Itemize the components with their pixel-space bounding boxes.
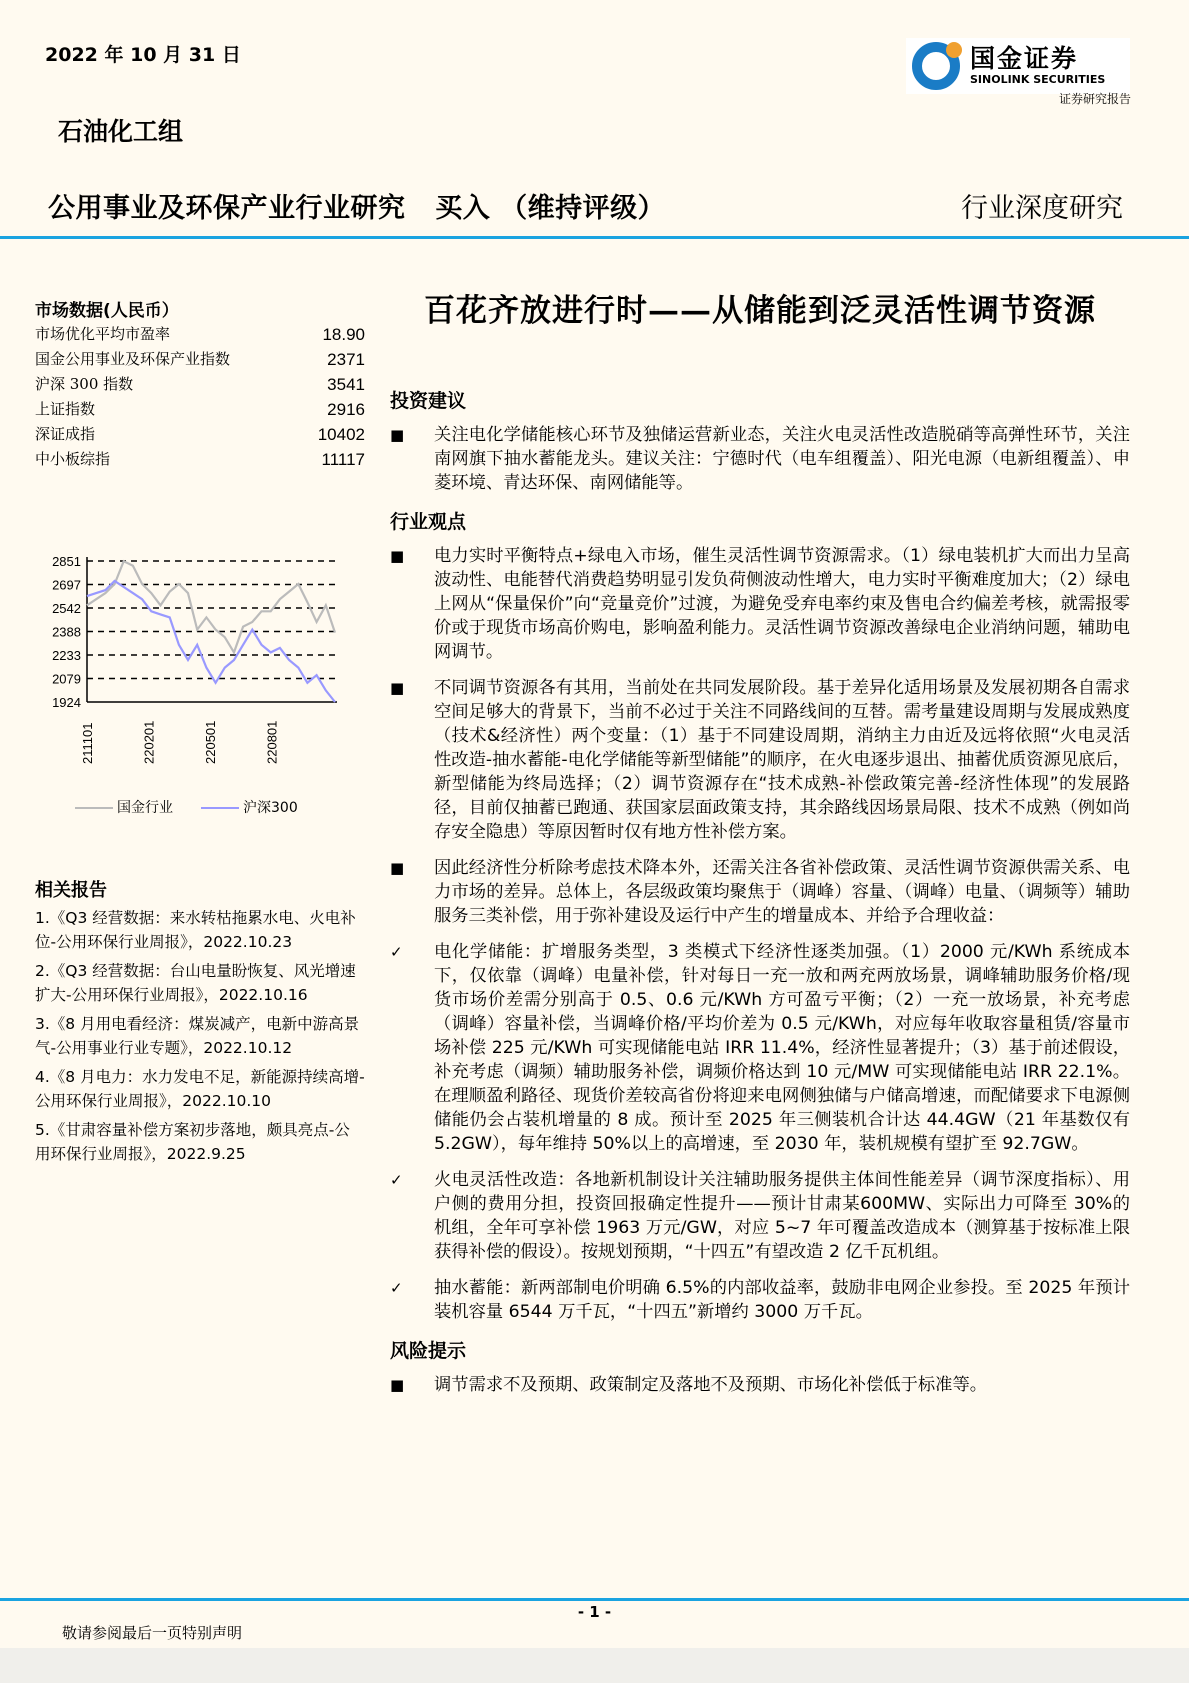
page-number: - 1 - bbox=[577, 1603, 612, 1621]
invest-item bbox=[390, 423, 1130, 495]
market-row bbox=[35, 397, 365, 422]
paragraph-text: 电力实时平衡特点+绿电入市场，催生灵活性调节资源需求。（1）绿电装机扩大而出力呈高波动性、电能替代消费趋势明显引发负荷侧波动性增大，电力实时平衡难度加大；（2）绿电上网从“保量保价”向“竞量竞价”过渡，为避免受弃电率约束及售电合约偏差考核，就需报零价或于现货市场高价购电，影响盈利能力。灵活性调节资源改善绿电企业消纳问题，辅助电网调节。 bbox=[434, 546, 1130, 662]
market-label: 国金公用事业及环保产业指数 bbox=[35, 350, 231, 368]
paragraph-text: 不同调节资源各有其用，当前处在共同发展阶段。基于差异化适用场景及发展初期各自需求空间足够大的背景下，当前不必过于关注不同路线间的互替。需考量建设周期与发展成熟度（技术&经济性）两个变量：（1）基于不同建设周期，消纳主力由近及远将依照“火电灵活性改造-抽水蓄能-电化学储能等新型储能”的顺序，在火电逐步退出、抽蓄优质资源见底后，新型储能为终局选择；（2）调节资源存在“技术成熟-补偿政策完善-经济性体现”的发展路径，目前仅抽蓄已跑通、获国家层面政策支持，其余路线因场景局限、技术不成熟（例如尚存安全隐患）等原因暂时仅有地方性补偿方案。 bbox=[434, 678, 1130, 842]
market-value: 2371 bbox=[327, 350, 365, 369]
views-item bbox=[390, 856, 1130, 928]
market-value: 10402 bbox=[317, 425, 365, 444]
views-item bbox=[390, 1276, 1130, 1324]
bullet-icon: ✓ bbox=[390, 943, 403, 961]
paragraph-text: 电化学储能：扩增服务类型，3 类模式下经济性逐类加强。（1）2000 元/KWh 系统成本下，仅依靠（调峰）电量补偿，针对每日一充一放和两充两放场景，调峰辅助服务价格/现货市场价差需分别高于 0.5、0.6 元/KWh 方可盈亏平衡；（2）一充一放场景，补充考虑（调峰）容量补偿，当调峰价格/平均价差为 0.5 元/KWh，对应每年收取容量租赁/容量市场补偿 225 元/KWh 可实现储能电站 IRR 11.4%，经济性显著提升；（3）基于前述假设，补充考虑（调频）辅助服务补偿，调频价格达到 10 元/MW 可实现储能电站 IRR 22.1%。在理顺盈利路径、现货价差较高省份将迎来电网侧独储与户储高增速，而配储要求下电源侧储能仍会占装机增量的 8 成。预计至 2025 年三侧装机合计达 44.4GW（21 年基数仅有 5.2GW），每年维持 50%以上的高增速，至 2030 年，装机规模有望扩至 92.7GW。 bbox=[434, 942, 1130, 1154]
series-line-0 bbox=[87, 561, 335, 652]
y-tick-label: 2851 bbox=[52, 554, 81, 569]
y-tick-label: 2388 bbox=[52, 624, 81, 640]
legend-label: 沪深300 bbox=[243, 800, 298, 816]
main-body bbox=[390, 386, 1130, 1409]
legend-label: 国金行业 bbox=[117, 800, 173, 816]
bullet-icon: ■ bbox=[390, 679, 405, 697]
bullet-icon: ✓ bbox=[390, 1171, 403, 1189]
bullet-icon: ■ bbox=[390, 547, 405, 565]
related-report-item: 1.《Q3 经营数据：来水转枯拖累水电、火电补位-公用环保行业周报》，2022.10.23 bbox=[35, 909, 356, 951]
x-tick-label: 220501 bbox=[203, 720, 218, 764]
market-label: 深证成指 bbox=[35, 425, 96, 443]
related-report-item: 4.《8 月电力：水力发电不足，新能源持续高增-公用环保行业周报》，2022.10.10 bbox=[35, 1068, 365, 1110]
report-title: 百花齐放进行时——从储能到泛灵活性调节资源 bbox=[424, 293, 1096, 329]
view-section-title: 行业观点 bbox=[390, 511, 467, 533]
market-label: 中小板综指 bbox=[35, 450, 111, 468]
logo-mark-icon bbox=[912, 42, 960, 90]
report-type: 行业深度研究 bbox=[961, 193, 1123, 224]
y-tick-label: 2697 bbox=[52, 577, 81, 593]
header-divider bbox=[0, 236, 1189, 239]
market-value: 11117 bbox=[321, 450, 365, 469]
y-tick-label: 2542 bbox=[52, 601, 81, 616]
market-row bbox=[35, 372, 365, 397]
y-tick-label: 2233 bbox=[52, 648, 81, 663]
y-tick-label: 2079 bbox=[52, 671, 81, 687]
views-item bbox=[390, 544, 1130, 664]
views-item bbox=[390, 1168, 1130, 1264]
x-tick-label: 220201 bbox=[141, 720, 157, 764]
report-date: 2022 年 10 月 31 日 bbox=[45, 44, 241, 66]
bullet-icon: ■ bbox=[390, 859, 405, 877]
views-item bbox=[390, 940, 1130, 1156]
sinolink-logo bbox=[906, 38, 1130, 94]
related-reports-list bbox=[35, 906, 365, 1171]
related-reports-title: 相关报告 bbox=[35, 880, 107, 901]
disclaimer-note: 敬请参阅最后一页特别声明 bbox=[62, 1624, 243, 1642]
market-label: 沪深 300 指数 bbox=[35, 375, 134, 393]
market-value: 2916 bbox=[327, 400, 365, 419]
market-row bbox=[35, 422, 365, 447]
market-row bbox=[35, 447, 365, 472]
views-item bbox=[390, 676, 1130, 844]
bullet-icon: ✓ bbox=[390, 1279, 403, 1297]
invest-section-title: 投资建议 bbox=[390, 390, 467, 412]
series-line-1 bbox=[87, 581, 335, 702]
chart-legend bbox=[75, 797, 298, 817]
paragraph-text: 关注电化学储能核心环节及独储运营新业态，关注火电灵活性改造脱硝等高弹性环节，关注南网旗下抽水蓄能龙头。建议关注：宁德时代（电车组覆盖）、阳光电源（电新组覆盖）、申菱环境、青达环保、南网储能等。 bbox=[434, 425, 1130, 493]
index-chart bbox=[35, 545, 355, 775]
logo-cn: 国金证券 bbox=[970, 44, 1079, 73]
rating-headline: 公用事业及环保产业行业研究 买入 （维持评级） bbox=[48, 193, 666, 224]
y-tick-label: 1924 bbox=[52, 695, 81, 710]
market-label: 市场优化平均市盈率 bbox=[35, 325, 171, 343]
legend-item-hs300 bbox=[201, 797, 298, 817]
x-tick-label: 220801 bbox=[264, 720, 280, 764]
market-value: 18.90 bbox=[322, 325, 365, 344]
risk-section-title: 风险提示 bbox=[390, 1340, 467, 1362]
related-report-item: 3.《8 月用电看经济：煤炭减产，电新中游高景气-公用事业行业专题》，2022.10.12 bbox=[35, 1015, 360, 1057]
related-report-item: 5.《甘肃容量补偿方案初步落地，颇具亮点-公用环保行业周报》，2022.9.25 bbox=[35, 1121, 350, 1163]
market-row bbox=[35, 347, 365, 372]
market-data-table bbox=[35, 322, 365, 472]
related-report-item: 2.《Q3 经营数据：台山电量盼恢复、风光增速扩大-公用环保行业周报》，2022.10.16 bbox=[35, 962, 356, 1004]
market-label: 上证指数 bbox=[35, 400, 96, 418]
paragraph-text: 抽水蓄能：新两部制电价明确 6.5%的内部收益率，鼓励非电网企业参投。至 2025 年预计装机容量 6544 万千瓦，“十四五”新增约 3000 万千瓦。 bbox=[434, 1278, 1130, 1322]
analyst-group: 石油化工组 bbox=[58, 117, 184, 146]
legend-item-industry bbox=[75, 797, 173, 817]
market-data-title: 市场数据(人民币） bbox=[35, 301, 179, 321]
bullet-icon: ■ bbox=[390, 1376, 405, 1394]
market-value: 3541 bbox=[327, 375, 365, 394]
logo-en: SINOLINK SECURITIES bbox=[970, 73, 1106, 86]
paragraph-text: 火电灵活性改造：各地新机制设计关注辅助服务提供主体间性能差异（调节深度指标）、用户侧的费用分担，投资回报确定性提升——预计甘肃某600MW、实际出力可降至 30%的机组，全年可享补偿 1963 万元/GW，对应 5~7 年可覆盖改造成本（测算基于按标准上限获得补偿的假设）。按规划预期，“十四五”有望改造 2 亿千瓦机组。 bbox=[434, 1170, 1130, 1262]
bullet-icon: ■ bbox=[390, 426, 405, 444]
x-tick-label: 211101 bbox=[80, 722, 95, 764]
market-row bbox=[35, 322, 365, 347]
risks-item bbox=[390, 1373, 1130, 1397]
paragraph-text: 因此经济性分析除考虑技术降本外，还需关注各省补偿政策、灵活性调节资源供需关系、电力市场的差异。总体上，各层级政策均聚焦于（调峰）容量、（调峰）电量、（调频等）辅助服务三类补偿，用于弥补建设及运行中产生的增量成本、并给予合理收益： bbox=[434, 858, 1130, 926]
logo-subtitle: 证券研究报告 bbox=[1058, 92, 1131, 106]
paragraph-text: 调节需求不及预期、政策制定及落地不及预期、市场化补偿低于标准等。 bbox=[434, 1375, 988, 1395]
footer-divider bbox=[0, 1598, 1189, 1601]
